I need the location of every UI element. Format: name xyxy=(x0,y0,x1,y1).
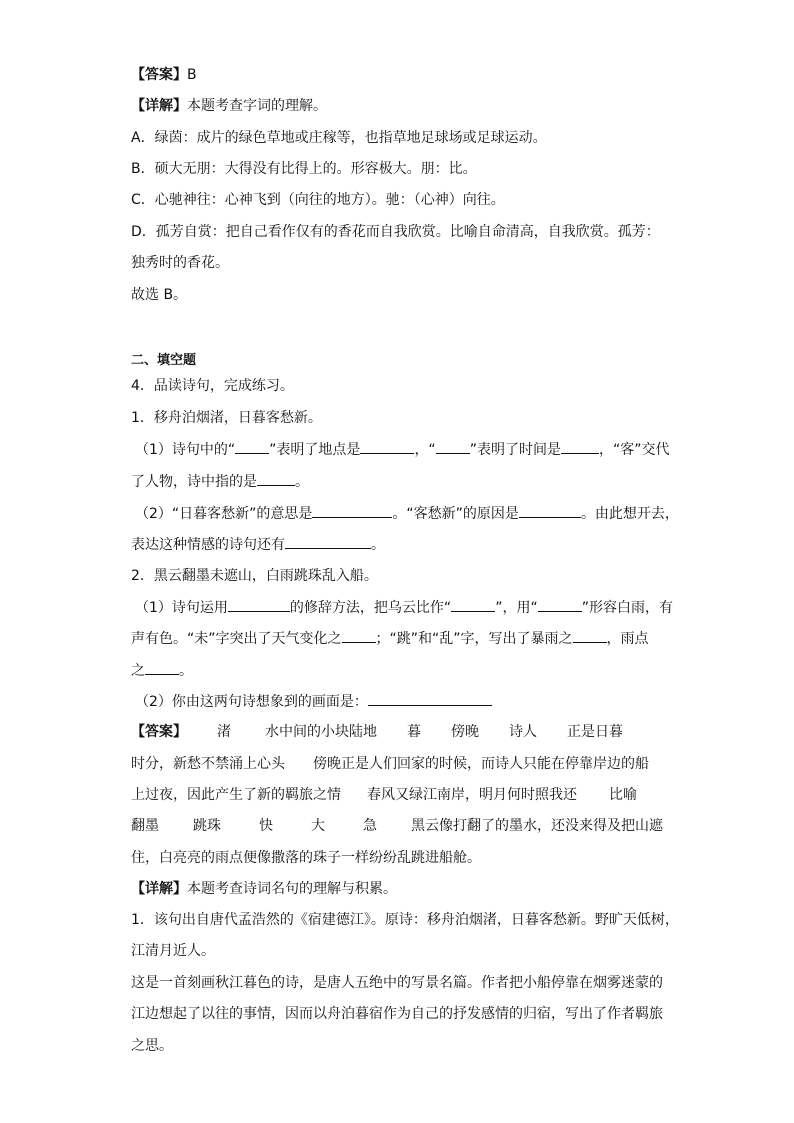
detail-label: 【详解】 xyxy=(131,881,187,897)
answer-item: 渚 xyxy=(217,724,231,740)
text: ”，用“ xyxy=(495,600,538,616)
text: ”表明了地点是 xyxy=(269,442,361,458)
text: ，“客”交代 xyxy=(598,442,670,458)
blank-field[interactable] xyxy=(312,503,392,518)
blank-field[interactable] xyxy=(519,503,581,518)
answer-item: 上过夜，因此产生了新的羁旅之情 xyxy=(131,787,341,803)
answer-item: 傍晚正是人们回家的时候，而诗人只能在停靠岸边的船 xyxy=(313,756,649,772)
text: （2）你由这两句诗想象到的画面是： xyxy=(135,694,368,710)
blank-field[interactable] xyxy=(561,439,599,454)
text: 之 xyxy=(131,663,145,679)
answer-item: 急 xyxy=(363,818,377,834)
text: 声有色。“未”字突出了天气变化之 xyxy=(131,631,342,647)
section-title: 二、填空题 xyxy=(131,353,197,368)
poem1-q2-line2 xyxy=(131,534,671,555)
detail2-text: 1．该句出自唐代孟浩然的《宿建德江》。原诗：移舟泊烟渚，日暮客愁新。野旷天低树， xyxy=(131,912,679,928)
poem2-q1-line3 xyxy=(131,660,671,681)
detail-line-1 xyxy=(131,96,671,116)
answer-item: 比喻 xyxy=(609,787,637,803)
poem2-q1-line1 xyxy=(135,597,675,618)
answer2-line5: 住，白亮亮的雨点便像撒落的珠子一样纷纷乱跳进船舱。 xyxy=(131,850,481,866)
answer2-line1 xyxy=(131,722,671,742)
text: ，雨点 xyxy=(606,631,649,647)
text: （1）诗句中的“ xyxy=(135,442,236,458)
detail2-line1 xyxy=(131,879,671,899)
answer-item: 黑云像打翻了的墨水，还没来得及把山遮 xyxy=(411,818,663,834)
conclusion: 故选 B。 xyxy=(131,287,188,303)
answer-item: 水中间的小块陆地 xyxy=(265,724,377,740)
detail2-text: 这是一首刻画秋江暮色的诗，是唐人五绝中的写景名篇。作者把小船停靠在烟雾迷蒙的 xyxy=(131,975,663,991)
blank-field[interactable] xyxy=(538,597,582,612)
text: ，“ xyxy=(414,442,436,458)
answer2-line3 xyxy=(131,785,671,805)
answer-item: 傍晚 xyxy=(451,724,479,740)
blank-field[interactable] xyxy=(573,628,607,643)
detail-intro: 本题考查诗词名句的理解与积累。 xyxy=(187,881,397,897)
answer-item: 诗人 xyxy=(509,724,537,740)
option-d: D．孤芳自赏：把自己看作仅有的香花而自我欣赏。比喻自命清高，自我欣赏。孤芳： xyxy=(131,224,660,240)
blank-field[interactable] xyxy=(235,439,269,454)
text: ；“跳”和“乱”字，写出了暴雨之 xyxy=(375,631,573,647)
answer-item: 时分，新愁不禁涌上心头 xyxy=(131,756,285,772)
text: 。 xyxy=(371,537,385,553)
text: （1）诗句运用 xyxy=(135,600,228,616)
poem-2: 2．黑云翻墨未遮山，白雨跳珠乱入船。 xyxy=(131,568,378,584)
text: 表达这种情感的诗句还有 xyxy=(131,537,285,553)
detail2-text: 之思。 xyxy=(131,1038,173,1054)
poem1-q1-line1 xyxy=(135,439,675,460)
text: ”形容白雨，有 xyxy=(581,600,673,616)
text: 。“客愁新”的原因是 xyxy=(392,506,519,522)
option-a: A．绿茵：成片的绿色草地或庄稼等，也指草地足球场或足球运动。 xyxy=(131,130,547,146)
detail2-text: 江清月近人。 xyxy=(131,943,215,959)
text: 了人物，诗中指的是 xyxy=(131,474,257,490)
poem-1: 1．移舟泊烟渚，日暮客愁新。 xyxy=(131,410,322,426)
answer-item: 快 xyxy=(259,818,273,834)
poem1-q2-line1 xyxy=(135,503,679,524)
answer-item: 春风又绿江南岸，明月何时照我还 xyxy=(367,787,577,803)
answer-item: 翻墨 xyxy=(131,818,159,834)
question-4: 4．品读诗句，完成练习。 xyxy=(131,378,294,394)
blank-field[interactable] xyxy=(436,439,470,454)
answer-item: 正是日暮 xyxy=(567,724,623,740)
blank-field[interactable] xyxy=(342,628,376,643)
answer2-line4 xyxy=(131,816,671,836)
detail-label: 【详解】 xyxy=(131,98,187,114)
text: 。由此想开去， xyxy=(580,506,679,522)
blank-field[interactable] xyxy=(368,691,492,706)
text: 。 xyxy=(179,663,193,679)
option-c: C．心驰神往：心神飞到（向往的地方）。驰：（心神）向往。 xyxy=(131,192,505,208)
blank-field[interactable] xyxy=(451,597,495,612)
blank-field[interactable] xyxy=(228,597,290,612)
blank-field[interactable] xyxy=(145,660,179,675)
detail-intro: 本题考查字词的理解。 xyxy=(187,98,327,114)
detail2-text: 江边想起了以往的事情，因而以舟泊暮宿作为自己的抒发感情的归宿，写出了作者羁旅 xyxy=(131,1006,663,1022)
answer-line-1 xyxy=(131,65,671,85)
blank-field[interactable] xyxy=(257,471,295,486)
poem2-q1-line2 xyxy=(131,628,671,649)
poem1-q1-line2 xyxy=(131,471,671,492)
text: 。 xyxy=(295,474,309,490)
blank-field[interactable] xyxy=(360,439,414,454)
poem2-q2-line xyxy=(135,691,675,712)
answer-value: B xyxy=(187,67,197,83)
option-b: B．硕大无朋：大得没有比得上的。形容极大。朋：比。 xyxy=(131,161,477,177)
text: ”表明了时间是 xyxy=(469,442,561,458)
option-d-continued: 独秀时的香花。 xyxy=(131,255,229,271)
answer-label: 【答案】 xyxy=(131,67,187,83)
blank-field[interactable] xyxy=(285,534,371,549)
answer-item: 大 xyxy=(311,818,325,834)
answer2-line2 xyxy=(131,754,671,774)
text: 的修辞方法，把乌云比作“ xyxy=(289,600,452,616)
answer-item: 暮 xyxy=(407,724,421,740)
answer-item: 跳珠 xyxy=(193,818,221,834)
answer-label: 【答案】 xyxy=(131,724,187,740)
text: （2）“日暮客愁新”的意思是 xyxy=(135,506,313,522)
